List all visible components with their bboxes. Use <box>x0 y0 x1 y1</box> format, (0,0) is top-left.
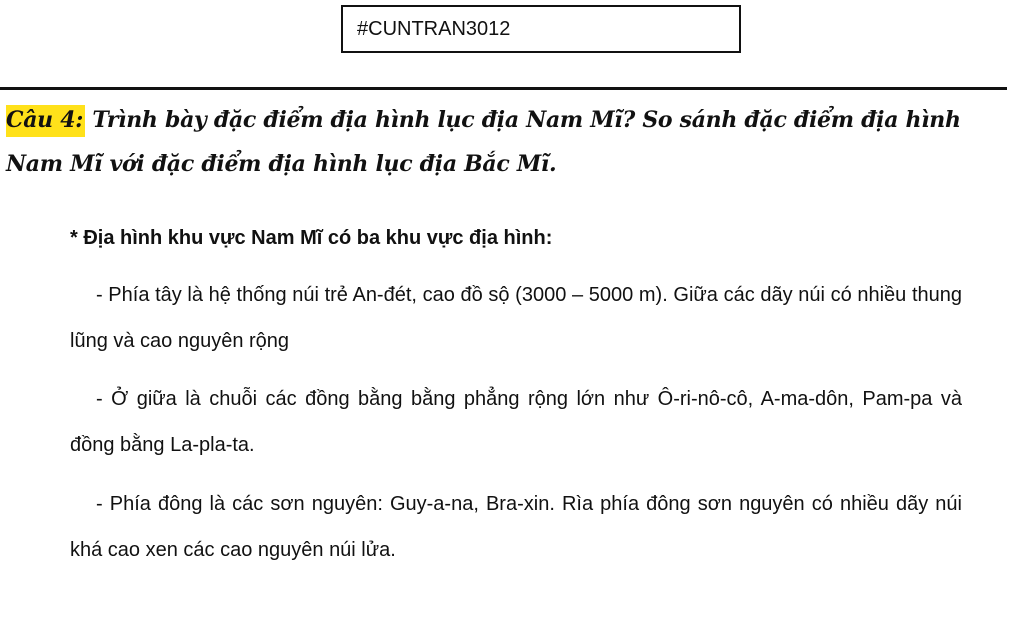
answer-paragraph-west: - Phía tây là hệ thống núi trẻ An-đét, cao đồ sộ (3000 – 5000 m). Giữa các dãy núi có nhiều thung lũng và cao nguyên rộng <box>70 284 962 352</box>
answer-paragraph-east: - Phía đông là các sơn nguyên: Guy-a-na, Bra-xin. Rìa phía đông sơn nguyên có nhiều dãy núi khá cao xen các cao nguyên núi lửa. <box>70 493 962 561</box>
watermark-tag: #CUNTRAN3012 <box>341 5 741 53</box>
answer-paragraph-center: - Ở giữa là chuỗi các đồng bằng bằng phẳng rộng lớn như Ô-ri-nô-cô, A-ma-dôn, Pam-pa và đồng bằng La-pla-ta. <box>70 388 962 456</box>
answer-subheading: * Địa hình khu vực Nam Mĩ có ba khu vực địa hình: <box>70 227 553 249</box>
question-label: Câu 4: <box>6 105 85 137</box>
question-text: Trình bày đặc điểm địa hình lục địa Nam Mĩ? So sánh đặc điểm địa hình Nam Mĩ với đặc điểm địa hình lục địa Bắc Mĩ. <box>6 107 961 177</box>
horizontal-divider <box>0 87 1007 90</box>
question-heading <box>6 98 996 186</box>
